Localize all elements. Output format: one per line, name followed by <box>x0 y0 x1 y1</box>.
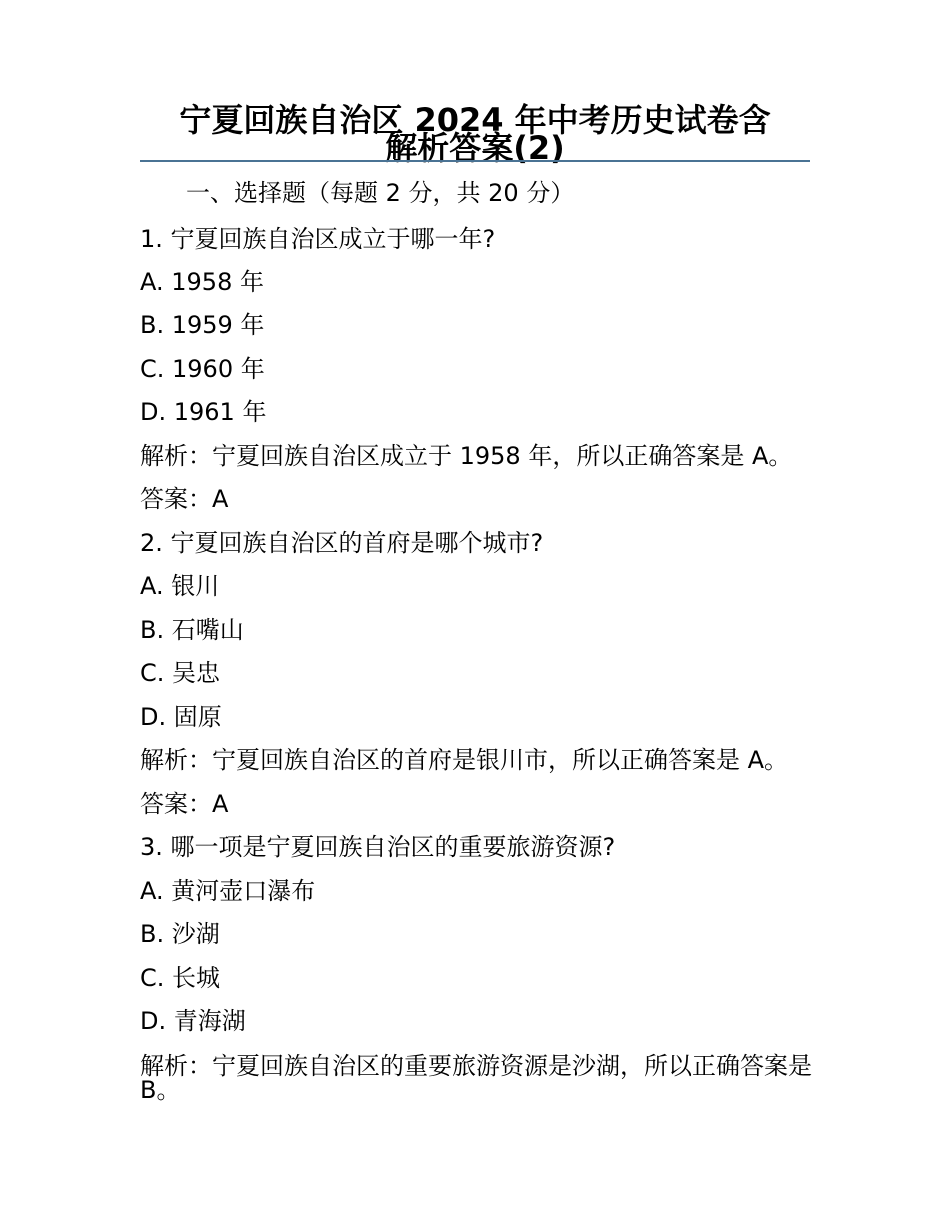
q3-option-c: C. 长城 <box>140 964 221 992</box>
q2-analysis: 解析：宁夏回族自治区的首府是银川市，所以正确答案是 A。 <box>140 746 789 774</box>
title-line-1: 宁夏回族自治区 2024 年中考历史试卷含 <box>179 101 771 139</box>
q1-option-d: D. 1961 年 <box>140 398 267 426</box>
q1-option-b: B. 1959 年 <box>140 311 265 339</box>
question-3: 3. 哪一项是宁夏回族自治区的重要旅游资源? <box>140 833 616 861</box>
q3-analysis: 解析：宁夏回族自治区的重要旅游资源是沙湖，所以正确答案是 B。 <box>140 1052 812 1104</box>
q2-answer: 答案：A <box>140 790 229 818</box>
question-1: 1. 宁夏回族自治区成立于哪一年? <box>140 225 496 253</box>
q2-option-a: A. 银川 <box>140 572 220 600</box>
q1-analysis: 解析：宁夏回族自治区成立于 1958 年，所以正确答案是 A。 <box>140 442 793 470</box>
q2-option-b: B. 石嘴山 <box>140 616 244 644</box>
q2-option-d: D. 固原 <box>140 703 222 731</box>
document-title <box>140 101 810 167</box>
q1-option-c: C. 1960 年 <box>140 355 265 383</box>
section-heading: 一、选择题（每题 2 分，共 20 分） <box>186 179 575 207</box>
q3-option-b: B. 沙湖 <box>140 920 220 948</box>
q1-option-a: A. 1958 年 <box>140 268 264 296</box>
q1-answer: 答案：A <box>140 485 229 513</box>
title-divider <box>140 160 810 162</box>
q3-option-a: A. 黄河壶口瀑布 <box>140 877 316 905</box>
q3-option-d: D. 青海湖 <box>140 1007 246 1035</box>
question-2: 2. 宁夏回族自治区的首府是哪个城市? <box>140 529 544 557</box>
q2-option-c: C. 吴忠 <box>140 659 221 687</box>
title-line-2: 解析答案(2) <box>385 129 565 167</box>
